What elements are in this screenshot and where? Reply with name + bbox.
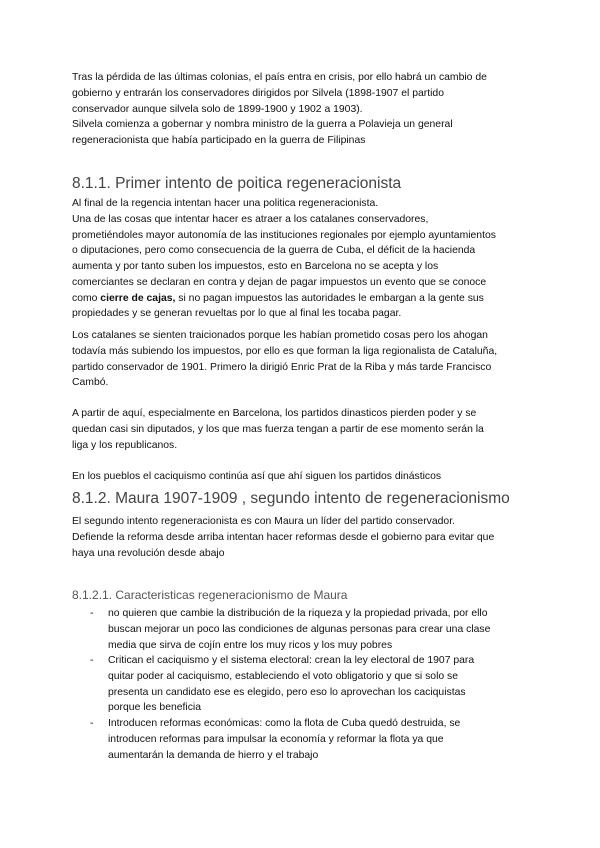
list-item [72,606,552,654]
text-line: todavía más subiendo los impuestos, por ello es que forman la liga regionalista de Cataluña, [72,345,498,357]
subsection-heading-caracteristicas: 8.1.2.1. Caracteristicas regeneracionismo de Maura [72,588,348,602]
text-line: quitar poder al caciquismo, estableciendo el voto obligatorio y que si solo se [108,670,459,682]
text-line: propiedades y se generan revueltas por lo que al final les tocaba pagar. [72,308,402,320]
list-item [72,716,552,764]
text-line: En los pueblos el caciquismo continúa así que ahí siguen los partidos dinásticos [72,471,442,482]
text-line: Introducen reformas económicas: como la flota de Cuba quedó destruida, se [108,718,461,729]
text-line: aumenta y por tanto suben los impuestos, esto en Barcelona no se acepta y los [72,261,439,272]
dash-bullet-icon: - [90,655,94,666]
text-line: Una de las cosas que intentar hacer es atraer a los catalanes conservadores, [72,213,429,225]
text-line: regeneracionista que había participado en la guerra de Filipinas [72,135,366,146]
text-line: Critican el caciquismo y el sistema electoral: crean la ley electoral de 1907 para [108,655,475,666]
section1-paragraph-2 [72,328,552,391]
text-line: comerciantes se declaran en contra y dejan de pagar impuestos un evento que se conoce [72,276,487,288]
text-segment: como [72,292,101,304]
text-line: buscan mejorar un poco las condiciones de algunas personas para crear una clase [108,623,491,635]
section1-paragraph-4 [72,469,552,485]
text-line: media que sirva de cojín entre los muy ricos y los muy pobres [108,639,393,651]
text-line: conservador aunque silvela solo de 1899-1900 y 1902 a 1903). [72,103,363,115]
intro-paragraph [72,70,552,149]
dash-bullet-icon: - [90,718,94,729]
text-line: quedan casi sin diputados, y los que mas fuerza tengan a partir de ese momento serán la [72,423,484,435]
text-line: Defiende la reforma desde arriba intentan hacer reformas desde el gobierno para evitar que [72,531,495,543]
text-line: liga y los republicanos. [72,439,178,451]
section1-paragraph-1 [72,196,552,322]
text-line: Al final de la regencia intentan hacer una politica regeneracionista. [72,198,379,209]
text-line: presenta un candidato ese es elegido, pero eso lo aprovechan los caciquistas [108,686,466,698]
dash-bullet-icon: - [90,608,94,619]
text-line: partido conservador de 1901. Primero la dirigió Enric Prat de la Riba y más tarde Francisco [72,361,492,373]
section-heading-primer-intento: 8.1.1. Primer intento de poitica regeneracionista [72,175,402,192]
text-line: aumentarán la demanda de hierro y el trabajo [108,749,319,761]
bold-term: cierre de cajas, [100,292,176,304]
text-line: Tras la pérdida de las últimas colonias, el país entra en crisis, por ello habrá un cambio de [72,72,487,83]
text-line: El segundo intento regeneracionista es con Maura un líder del partido conservador. [72,516,455,527]
section-heading-maura: 8.1.2. Maura 1907-1909 , segundo intento de regeneracionismo [72,490,510,507]
text-line: A partir de aquí, especialmente en Barcelona, los partidos dinasticos pierden poder y se [72,408,477,419]
text-line: Cambó. [72,377,109,389]
list-item [72,653,552,717]
text-line: Los catalanes se sienten traicionados porque les habían prometido cosas pero los ahogan [72,330,488,341]
section1-paragraph-3 [72,406,552,453]
text-line [72,291,552,307]
text-line: no quieren que cambie la distribución de la riqueza y la propiedad privada, por ello [108,608,488,619]
text-line: introducen reformas para impulsar la economía y reformar la flota ya que [108,733,444,745]
text-line: prometiéndoles mayor autonomía de las instituciones regionales por ejemplo ayuntamientos [72,229,496,241]
text-segment: si no pagan impuestos las autoridades le embargan a la gente sus [175,292,484,304]
section2-paragraph-1 [72,514,552,561]
text-line: gobierno y entrarán los conservadores dirigidos por Silvela (1898-1907 el partido [72,87,444,99]
text-line: porque les beneficia [108,702,202,714]
text-line: haya una revolución desde abajo [72,547,225,559]
text-line: o diputaciones, pero como consecuencia de la guerra de Cuba, el déficit de la hacienda [72,245,476,257]
text-line: Silvela comienza a gobernar y nombra ministro de la guerra a Polavieja un general [72,119,453,131]
